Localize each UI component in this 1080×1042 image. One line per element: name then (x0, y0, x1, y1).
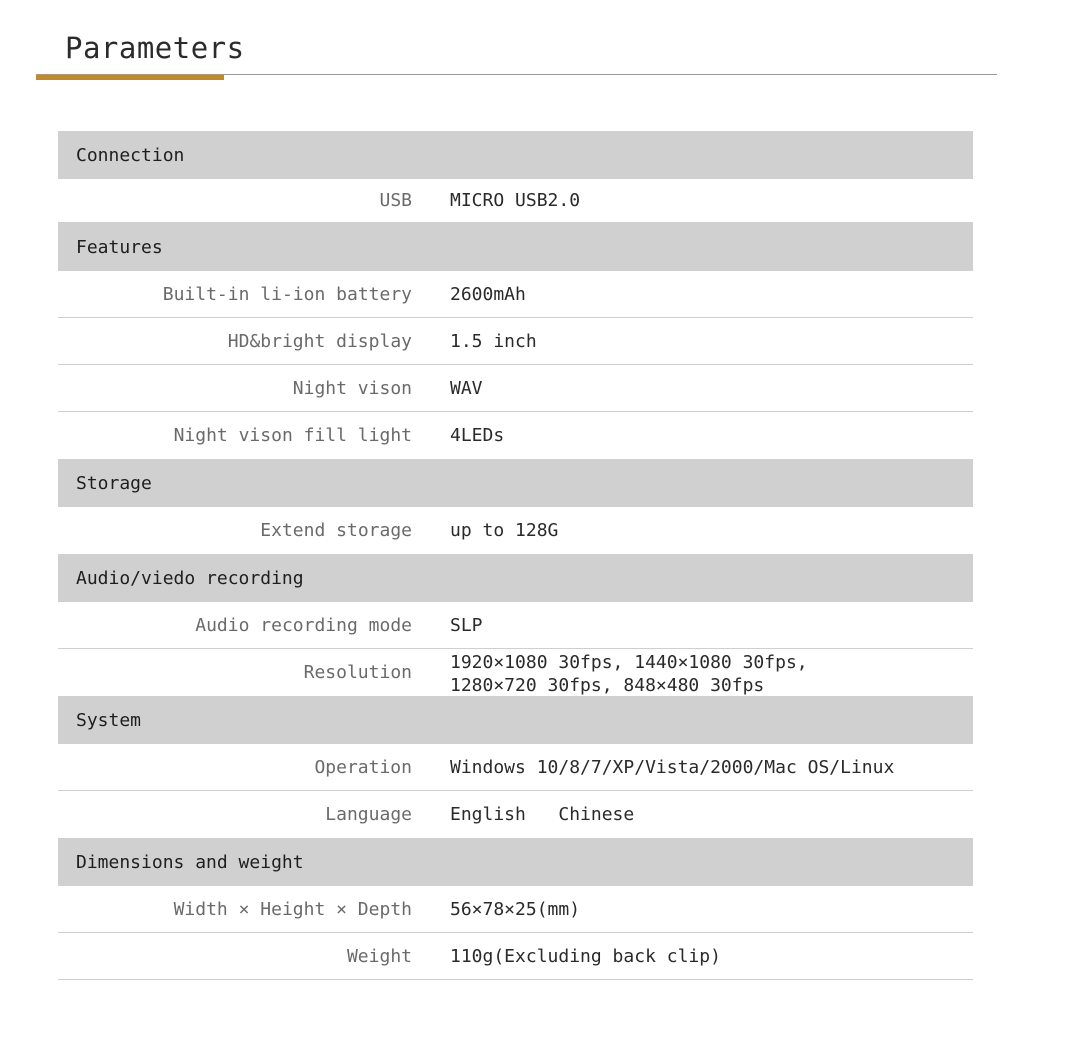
spec-row-battery (58, 271, 973, 318)
spec-label: Operation (314, 756, 412, 778)
spec-row-audio-mode (58, 602, 973, 649)
section-header-system (58, 696, 973, 744)
section-title: System (76, 709, 142, 731)
section-title: Audio/viedo recording (76, 567, 304, 589)
spec-label: Language (325, 804, 412, 825)
spec-value: MICRO USB2.0 (450, 190, 581, 211)
page-title: Parameters (65, 31, 245, 65)
spec-label: Extend storage (260, 520, 412, 541)
spec-value: up to 128G (450, 520, 559, 541)
spec-value (412, 649, 808, 697)
spec-row-resolution (58, 649, 973, 696)
section-header-audio-video (58, 554, 973, 602)
spec-value: WAV (450, 377, 483, 399)
section-title: Storage (76, 472, 152, 494)
section-title: Dimensions and weight (76, 851, 304, 873)
spec-value: 1.5 inch (450, 330, 537, 352)
spec-value-line: 1920×1080 30fps, 1440×1080 30fps, (450, 651, 808, 673)
spec-label: Night vison fill light (173, 425, 412, 446)
spec-row-weight (58, 933, 973, 980)
spec-label: USB (379, 190, 412, 211)
section-header-connection (58, 131, 973, 179)
section-header-features (58, 223, 973, 271)
spec-row-night-vison (58, 365, 973, 412)
spec-value: 2600mAh (450, 283, 526, 305)
spec-label: Weight (346, 945, 412, 967)
spec-row-dimensions (58, 886, 973, 933)
section-title: Features (76, 236, 163, 258)
spec-row-display (58, 318, 973, 365)
spec-table (58, 131, 973, 980)
spec-label: Resolution (303, 662, 412, 683)
spec-row-usb (58, 179, 973, 223)
spec-value: Windows 10/8/7/XP/Vista/2000/Mac OS/Linux (450, 756, 895, 778)
section-header-storage (58, 459, 973, 507)
spec-label: Width × Height × Depth (173, 898, 412, 920)
section-title: Connection (76, 144, 185, 166)
spec-value: English Chinese (450, 804, 635, 825)
spec-value: 56×78×25(mm) (450, 898, 581, 920)
spec-label: Night vison (292, 377, 412, 399)
spec-row-operation (58, 744, 973, 791)
section-header-dimensions (58, 838, 973, 886)
spec-value: SLP (450, 614, 483, 636)
spec-label: Built-in li-ion battery (162, 283, 412, 305)
spec-label: HD&bright display (227, 330, 412, 352)
spec-value: 4LEDs (450, 425, 505, 446)
spec-row-language (58, 791, 973, 838)
title-accent-bar (36, 75, 224, 80)
spec-row-fill-light (58, 412, 973, 459)
spec-value: 110g(Excluding back clip) (450, 945, 721, 967)
spec-row-extend-storage (58, 507, 973, 554)
spec-label: Audio recording mode (195, 614, 412, 636)
spec-value-line: 1280×720 30fps, 848×480 30fps (450, 674, 765, 696)
